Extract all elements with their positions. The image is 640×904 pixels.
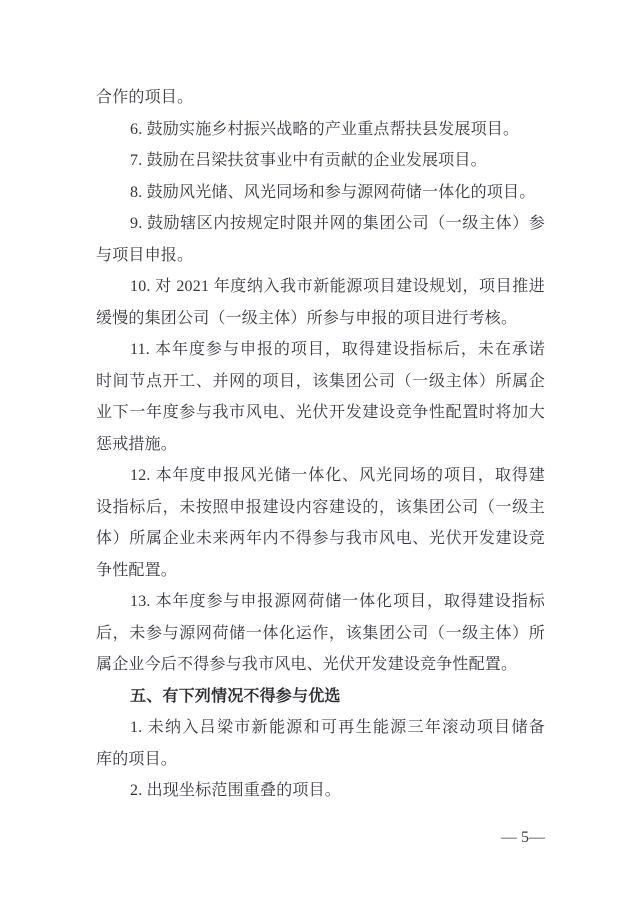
document-body [96, 82, 545, 807]
text-line: 11. 本年度参与申报的项目，取得建设指标后，未在承诺 [130, 341, 545, 358]
text-line: 合作的项目。 [96, 89, 194, 106]
text-line: 体）所属企业未来两年内不得参与我市风电、光伏开发建设竞 [96, 530, 545, 547]
text-line: 10. 对 2021 年度纳入我市新能源项目建设规划，项目推进 [130, 278, 545, 295]
text-line: 13. 本年度参与申报源网荷储一体化项目，取得建设指标 [130, 593, 545, 610]
text-line: 6. 鼓励实施乡村振兴战略的产业重点帮扶县发展项目。 [130, 120, 520, 138]
page-number: — 5— [501, 829, 545, 846]
text-line: 2. 出现坐标范围重叠的项目。 [130, 782, 342, 799]
text-line: 12. 本年度申报风光储一体化、风光同场的项目，取得建 [130, 467, 545, 484]
text-line: 时间节点开工、并网的项目，该集团公司（一级主体）所属企 [96, 372, 545, 390]
text-line: 争性配置。 [96, 561, 178, 579]
text-line: 设指标后，未按照申报建设内容建设的，该集团公司（一级主 [96, 498, 545, 516]
text-line: 库的项目。 [96, 750, 178, 768]
text-line: 8. 鼓励风光储、风光同场和参与源网荷储一体化的项目。 [130, 183, 536, 201]
text-line: 缓慢的集团公司（一级主体）所参与申报的项目进行考核。 [96, 309, 518, 327]
text-line: 1. 未纳入吕梁市新能源和可再生能源三年滚动项目储备 [130, 719, 545, 736]
section-heading: 五、有下列情况不得参与优选 [130, 687, 341, 705]
text-line: 7. 鼓励在吕梁扶贫事业中有贡献的企业发展项目。 [130, 152, 487, 169]
text-line: 属企业今后不得参与我市风电、光伏开发建设竞争性配置。 [96, 656, 518, 673]
text-line: 与项目申报。 [96, 246, 194, 264]
text-line: 9. 鼓励辖区内按规定时限并网的集团公司（一级主体）参 [130, 215, 545, 232]
text-line: 业下一年度参与我市风电、光伏开发建设竞争性配置时将加大 [96, 404, 545, 421]
text-line: 惩戒措施。 [96, 435, 178, 453]
text-line: 后，未参与源网荷储一体化运作，该集团公司（一级主体）所 [96, 624, 545, 642]
